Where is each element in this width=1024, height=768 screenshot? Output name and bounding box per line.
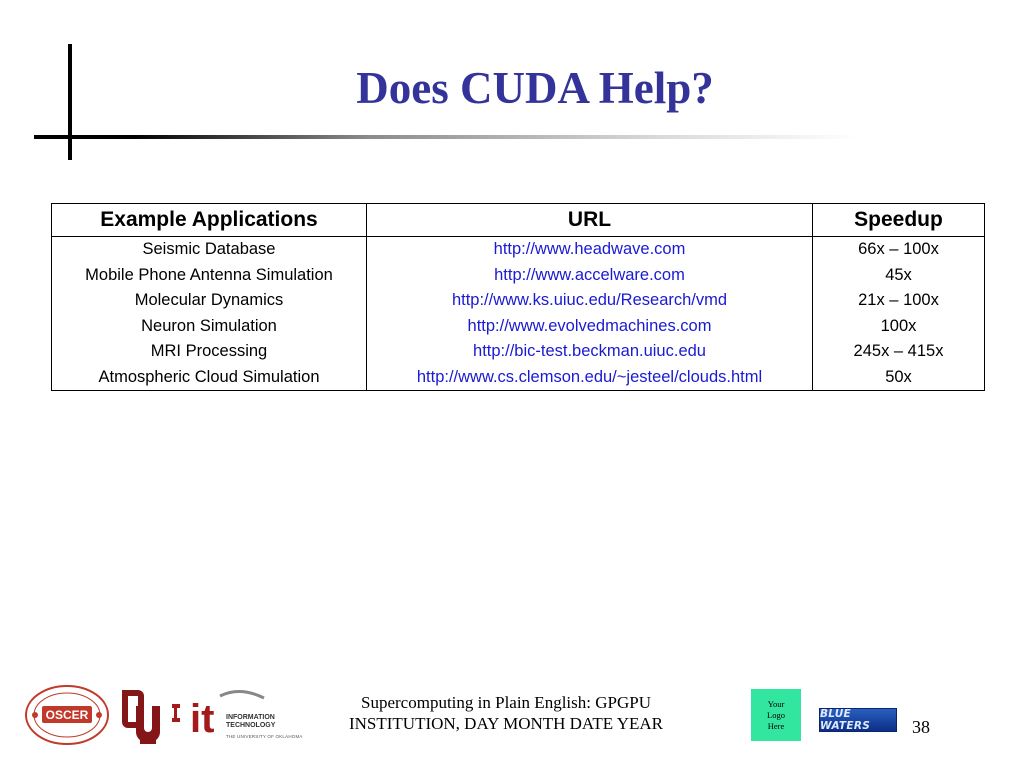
blue-waters-logo: BLUE WATERS <box>819 708 897 732</box>
application-cell: Seismic Database <box>52 237 367 263</box>
url-link[interactable]: http://www.cs.clemson.edu/~jesteel/clouds.html <box>416 367 763 386</box>
application-cell: MRI Processing <box>52 339 367 365</box>
title-underline <box>34 135 860 139</box>
application-cell: Molecular Dynamics <box>52 288 367 314</box>
application-cell: Atmospheric Cloud Simulation <box>52 365 367 391</box>
url-link[interactable]: http://www.evolvedmachines.com <box>467 316 712 335</box>
url-link[interactable]: http://www.headwave.com <box>493 240 686 259</box>
it-logo-label: INFORMATION TECHNOLOGY <box>226 714 276 729</box>
slide-footer <box>300 692 712 734</box>
oscer-seal-logo <box>24 684 110 746</box>
cuda-applications-table <box>51 203 985 391</box>
corner-vertical-line <box>68 44 72 160</box>
slide-title: Does CUDA Help? <box>356 63 714 113</box>
speedup-cell: 50x <box>813 365 985 391</box>
table-row <box>52 288 985 314</box>
it-logo-text: it <box>190 697 215 741</box>
speedup-cell: 100x <box>813 314 985 340</box>
table-header-row <box>52 204 985 237</box>
page-number: 38 <box>912 717 930 737</box>
header-speedup: Speedup <box>813 204 985 237</box>
ou-logo <box>116 684 164 748</box>
application-cell: Mobile Phone Antenna Simulation <box>52 263 367 289</box>
table-row <box>52 314 985 340</box>
url-link[interactable]: http://www.accelware.com <box>494 265 685 284</box>
table-row <box>52 365 985 391</box>
header-example-applications: Example Applications <box>52 204 367 237</box>
table-row <box>52 237 985 263</box>
speedup-cell: 245x – 415x <box>813 339 985 365</box>
speedup-cell: 66x – 100x <box>813 237 985 263</box>
url-link[interactable]: http://bic-test.beckman.uiuc.edu <box>473 342 706 361</box>
footer-line-1: Supercomputing in Plain English: GPGPU <box>361 693 651 712</box>
it-logo-subtitle: THE UNIVERSITY OF OKLAHOMA <box>226 734 303 739</box>
table-row <box>52 263 985 289</box>
speedup-cell: 45x <box>813 263 985 289</box>
oscer-logo-text: OSCER <box>45 708 89 722</box>
url-link[interactable]: http://www.ks.uiuc.edu/Research/vmd <box>451 291 728 310</box>
your-logo-placeholder: Your Logo Here <box>751 689 801 741</box>
footer-line-2: INSTITUTION, DAY MONTH DATE YEAR <box>348 714 663 733</box>
application-cell: Neuron Simulation <box>52 314 367 340</box>
table-row <box>52 339 985 365</box>
speedup-cell: 21x – 100x <box>813 288 985 314</box>
header-url: URL <box>367 204 813 237</box>
